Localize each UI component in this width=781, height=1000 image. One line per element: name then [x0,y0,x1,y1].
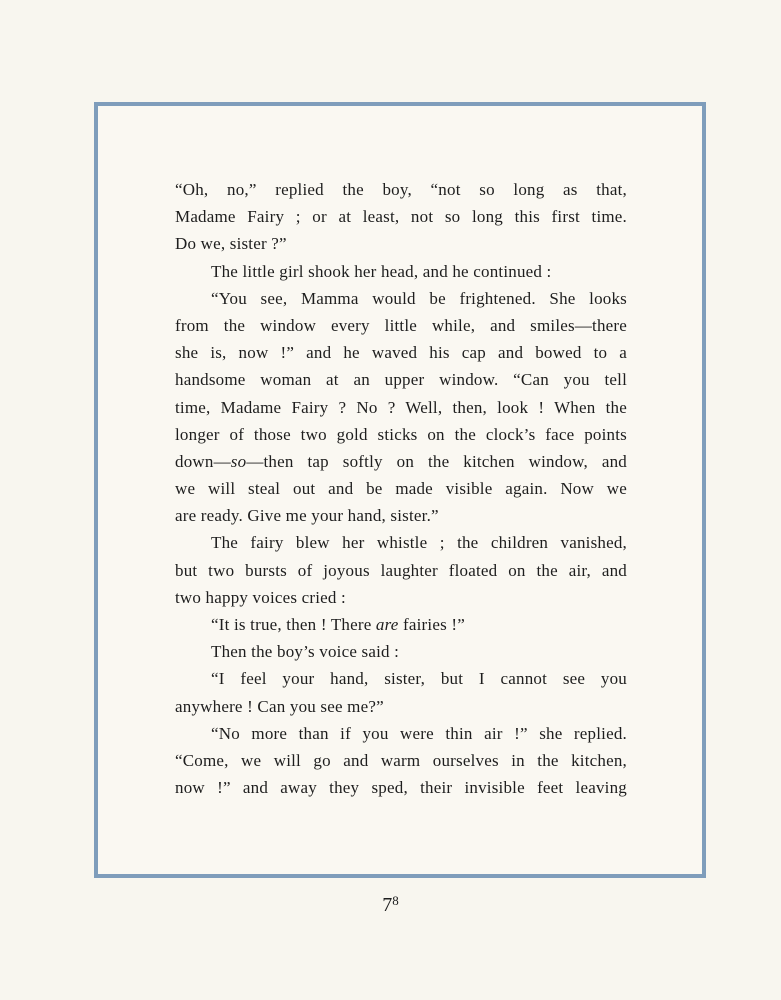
italic-word: are [375,615,399,634]
text-line: “Oh, no,” replied the boy, “not so long as that, [175,180,627,199]
text-line: Then the boy’s voice said : [211,642,400,662]
text-line: two happy voices cried : [175,587,346,607]
page-number-superscript: 8 [392,893,399,908]
body-text [175,176,627,801]
text-line: now !” and away they sped, their invisible feet leaving [175,778,627,798]
text-line: Do we, sister ?” [175,234,287,254]
text-line: are ready. Give me your hand, sister.” [175,506,439,526]
text-line: time, Madame Fairy ? No ? Well, then, look ! When the [175,397,627,417]
text-line: The fairy blew her whistle ; the children vanished, [211,533,627,553]
text-line: handsome woman at an upper window. “Can you tell [175,370,627,390]
text-line: Madame Fairy ; or at least, not so long this first time. [175,207,627,227]
text-fragment: —then tap softly on the kitchen window, and [246,451,627,471]
page-number [0,893,781,917]
text-line: anywhere ! Can you see me?” [175,696,384,716]
text-line: “I feel your hand, sister, but I cannot see you [211,669,627,689]
text-line: “Come, we will go and warm ourselves in the kitchen, [175,750,627,770]
italic-word: so [230,451,247,471]
text-line: we will steal out and be made visible again. Now we [175,479,627,499]
text-line: from the window every little while, and smiles—there [175,315,627,335]
text-line [175,448,627,475]
text-fragment: down— [175,451,231,471]
text-line: The little girl shook her head, and he continued : [211,261,552,281]
text-fragment: “It is true, then ! There [211,615,376,634]
text-line: she is, now !” and he waved his cap and bowed to a [175,343,627,363]
text-line: longer of those two gold sticks on the clock’s face points [175,424,627,444]
text-line: “You see, Mamma would be frightened. She looks [211,288,627,308]
page-number-main: 7 [382,894,393,916]
text-line [175,611,627,638]
text-line: “No more than if you were thin air !” she replied. [211,723,627,743]
text-line: but two bursts of joyous laughter floated on the air, and [175,560,627,580]
text-fragment: fairies !” [398,615,465,634]
